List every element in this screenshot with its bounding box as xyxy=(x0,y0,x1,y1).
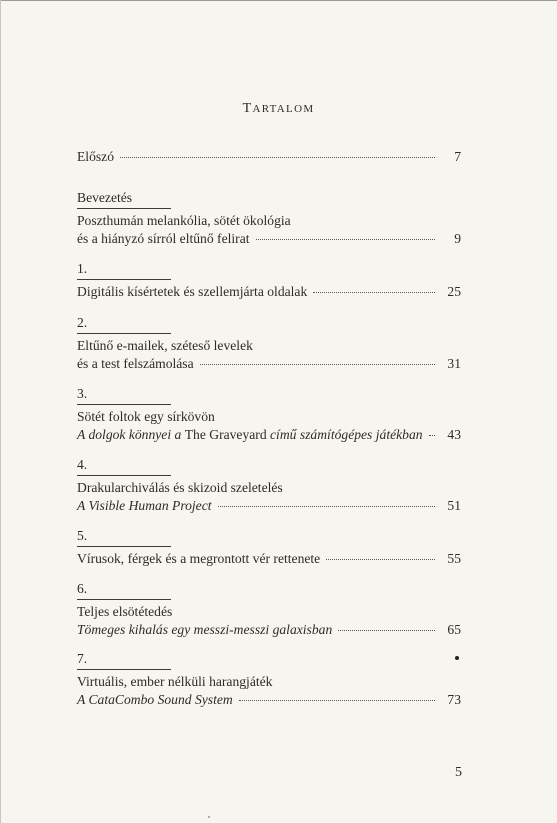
toc-entry-chapter-5[interactable] xyxy=(77,527,461,568)
dot-leader xyxy=(313,291,435,293)
entry-title: Digitális kísértetek és szellemjárta oldalak xyxy=(77,284,308,299)
page-ref: 43 xyxy=(447,427,461,442)
chapter-number: 2. xyxy=(77,315,88,330)
dot-leader xyxy=(326,558,435,560)
entry-title-line-2: és a hiányzó sírról eltűnő felirat xyxy=(77,231,250,246)
page-ref: 51 xyxy=(447,498,461,513)
toc-entry-chapter-6[interactable] xyxy=(77,580,461,639)
title-initial: T xyxy=(242,101,253,116)
chapter-number: 5. xyxy=(77,528,88,543)
chapter-number: 3. xyxy=(77,386,88,401)
dot-leader xyxy=(120,156,435,158)
toc-entry-chapter-2[interactable] xyxy=(77,314,461,373)
page-number: 5 xyxy=(455,765,462,780)
toc-entry-chapter-1[interactable] xyxy=(77,260,461,301)
entry-title-line-1: Virtuális, ember nélküli harangjáték xyxy=(77,674,273,689)
chapter-rule xyxy=(77,669,171,670)
title-rest: ARTALOM xyxy=(252,103,315,115)
chapter-number: 7. xyxy=(77,651,88,666)
page-ref: 73 xyxy=(447,692,461,707)
subtitle-part-a: A dolgok könnyei a xyxy=(77,427,185,442)
chapter-rule xyxy=(77,599,171,600)
chapter-rule xyxy=(77,475,171,476)
dot-leader xyxy=(239,699,435,701)
entry-title-line-1: Sötét foltok egy sírkövön xyxy=(77,409,215,424)
entry-title-line-1: Teljes elsötétedés xyxy=(77,604,173,619)
section-rule xyxy=(77,208,171,209)
page-ref: 7 xyxy=(454,149,461,164)
entry-title-line-2: és a test felszámolása xyxy=(77,356,194,371)
chapter-number: 4. xyxy=(77,457,88,472)
dot-leader xyxy=(429,434,435,436)
entry-title: Előszó xyxy=(77,149,114,164)
toc-entry-chapter-7[interactable] xyxy=(77,650,461,709)
chapter-rule xyxy=(77,546,171,547)
entry-title-line-2: A CataCombo Sound System xyxy=(77,692,233,707)
chapter-rule xyxy=(77,404,171,405)
chapter-number: 1. xyxy=(77,261,88,276)
entry-title-line-2: A Visible Human Project xyxy=(77,498,212,513)
subtitle-part-c: című számítógépes játékban xyxy=(266,427,423,442)
entry-title: Vírusok, férgek és a megrontott vér rettenete xyxy=(77,551,321,566)
chapter-rule xyxy=(77,279,171,280)
toc-entry-chapter-3[interactable] xyxy=(77,385,461,444)
dot-leader xyxy=(200,363,435,365)
dot-leader xyxy=(256,238,435,240)
section-label: Bevezetés xyxy=(77,190,133,205)
page-ref: 65 xyxy=(447,622,461,637)
entry-title-line-2: Tömeges kihalás egy messzi-messzi galaxisban xyxy=(77,622,333,637)
dot-leader xyxy=(218,505,435,507)
entry-title-line-1: Eltűnő e-mailek, széteső levelek xyxy=(77,338,253,353)
page-top-edge xyxy=(0,0,557,1)
toc-entry-intro[interactable] xyxy=(77,189,461,248)
toc-entry-chapter-4[interactable] xyxy=(77,456,461,515)
entry-title-line-1: Drakularchiválás és skizoid szeletelés xyxy=(77,480,283,495)
page-left-edge xyxy=(0,0,1,823)
ink-dot xyxy=(455,656,459,660)
page-ref: 55 xyxy=(447,551,461,566)
page-ref: 31 xyxy=(447,356,461,371)
page-ref: 9 xyxy=(454,231,461,246)
paper-speck xyxy=(208,816,210,818)
page-title xyxy=(0,101,557,117)
toc-entry-foreword[interactable] xyxy=(77,148,461,166)
subtitle-game-name: The Graveyard xyxy=(184,427,267,442)
dot-leader xyxy=(338,629,435,631)
entry-title-line-1: Poszthumán melankólia, sötét ökológia xyxy=(77,213,291,228)
chapter-number: 6. xyxy=(77,581,88,596)
page-ref: 25 xyxy=(447,284,461,299)
chapter-rule xyxy=(77,333,171,334)
